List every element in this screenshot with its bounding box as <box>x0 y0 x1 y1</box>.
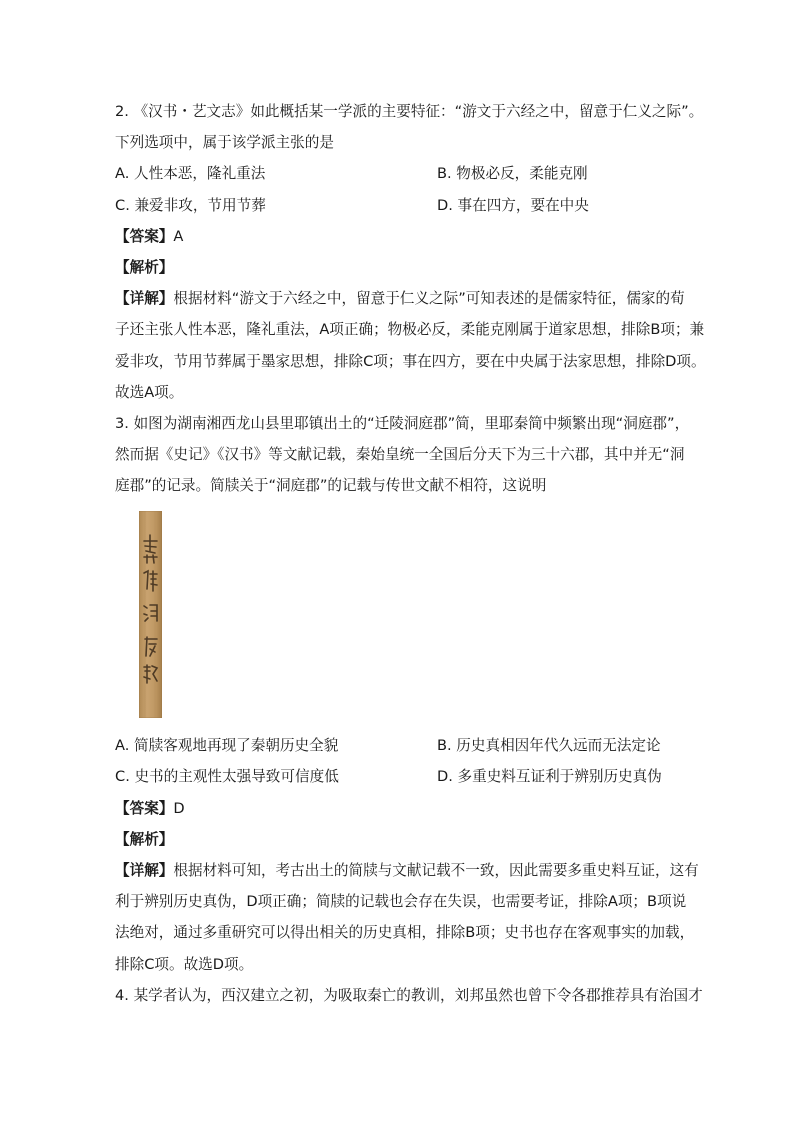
q2-detail-line2: 子还主张人性本恶，隆礼重法，A项正确；物极必反，柔能克刚属于道家思想，排除B项；兼 <box>115 321 705 338</box>
q2-detail-line4: 故选A项。 <box>115 384 184 401</box>
q3-stem-line2: 然而据《史记》《汉书》等文献记载，秦始皇统一全国后分天下为三十六郡，其中并无“洞 <box>115 446 685 463</box>
answer-value: A <box>173 228 184 245</box>
answer-tag: 【答案】 <box>115 228 174 245</box>
q2-analysis-tag: 【解析】 <box>115 259 174 276</box>
detail-tag: 【详解】 <box>115 290 174 307</box>
q4-stem-line1: 4. 某学者认为，西汉建立之初，为吸取秦亡的教训，刘邦虽然也曾下令各郡推荐具有治国才 <box>115 987 703 1004</box>
q3-detail-line3: 法绝对，通过多重研究可以得出相关的历史真相，排除B项；史书也存在客观事实的加载， <box>115 924 695 941</box>
q3-answer <box>115 799 185 819</box>
q3-analysis-tag: 【解析】 <box>115 831 174 848</box>
answer-value: D <box>173 800 185 817</box>
q3-stem-line1: 3. 如图为湖南湘西龙山县里耶镇出土的“迁陵洞庭郡”简，里耶秦简中频繁出现“洞庭郡”， <box>115 415 690 432</box>
q3-detail-line1 <box>115 861 699 881</box>
q2-option-a: A. 人性本恶，隆礼重法 <box>115 165 266 182</box>
q3-detail-line2: 利于辨别历史真伪，D项正确；简牍的记载也会存在失误，也需要考证，排除A项；B项说 <box>115 893 687 910</box>
q2-detail-line1 <box>115 289 685 309</box>
detail-text: 根据材料“游文于六经之中，留意于仁义之际”可知表述的是儒家特征，儒家的荀 <box>173 290 685 307</box>
q3-stem-line3: 庭郡”的记录。简牍关于“洞庭郡”的记载与传世文献不相符，这说明 <box>115 477 547 494</box>
q2-detail-line3: 爱非攻，节用节葬属于墨家思想，排除C项；事在四方，要在中央属于法家思想，排除D项。 <box>115 353 706 370</box>
q3-option-b: B. 历史真相因年代久远而无法定论 <box>437 737 661 754</box>
detail-text: 根据材料可知，考古出土的简牍与文献记载不一致，因此需要多重史料互证，这有 <box>173 862 699 879</box>
q3-detail-line4: 排除C项。故选D项。 <box>115 956 254 973</box>
bamboo-slip-image <box>139 511 162 718</box>
q2-answer <box>115 227 183 247</box>
answer-tag: 【答案】 <box>115 800 174 817</box>
detail-tag: 【详解】 <box>115 862 174 879</box>
q2-option-d: D. 事在四方，要在中央 <box>437 197 589 214</box>
q2-option-c: C. 兼爱非攻，节用节葬 <box>115 197 266 214</box>
q2-stem-line2: 下列选项中，属于该学派主张的是 <box>115 134 334 151</box>
q2-option-b: B. 物极必反，柔能克刚 <box>437 165 588 182</box>
q3-option-a: A. 简牍客观地再现了秦朝历史全貌 <box>115 737 339 754</box>
q3-option-c: C. 史书的主观性太强导致可信度低 <box>115 768 339 785</box>
q2-stem-line1: 2. 《汉书・艺文志》如此概括某一学派的主要特征：“游文于六经之中，留意于仁义之际”。 <box>115 103 704 120</box>
q3-option-d: D. 多重史料互证利于辨别历史真伪 <box>437 768 662 785</box>
